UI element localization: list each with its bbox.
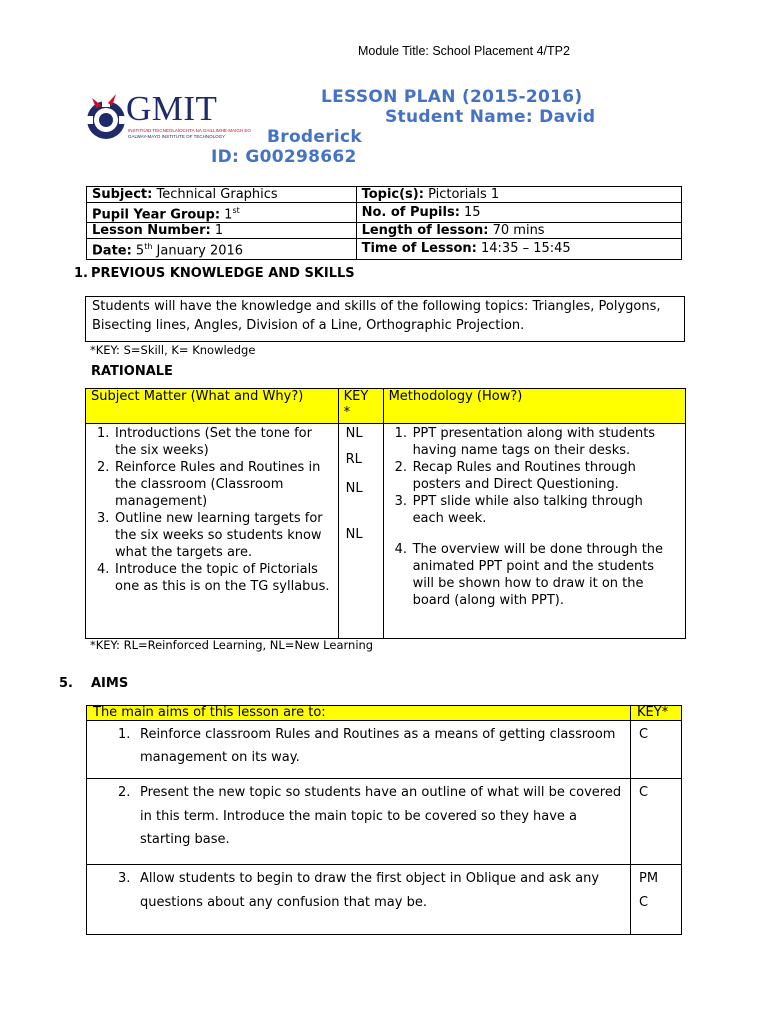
year-group-cell: Pupil Year Group: 1st [87, 203, 357, 223]
aims-header-text: The main aims of this lesson are to: [87, 706, 631, 721]
gmit-logo [82, 90, 257, 146]
aims-row [87, 865, 682, 935]
lesson-plan-title: LESSON PLAN (2015-2016) [321, 87, 583, 107]
key-value: RL [345, 452, 362, 467]
aim-cell: 2. Present the new topic so students have an outline of what will be covered in this term. Introduce the main topic to be covered so they have a starting base. [87, 779, 631, 865]
key-value: NL [345, 527, 363, 542]
aim-key-cell: C [631, 721, 682, 779]
info-row [87, 203, 682, 223]
subject-matter-header: Subject Matter (What and Why?) [86, 389, 339, 424]
methodology-header: Methodology (How?) [383, 389, 685, 424]
key-note-skills: *KEY: S=Skill, K= Knowledge [90, 343, 256, 357]
logo-english-text: GALWAY-MAYO INSTITUTE OF TECHNOLOGY [128, 134, 226, 139]
key-value: NL [345, 481, 363, 496]
key-header: KEY * [338, 389, 383, 424]
list-item: 1. PPT presentation along with students having name tags on their desks. [394, 426, 656, 458]
previous-knowledge-box [85, 296, 685, 342]
aims-header-key: KEY* [631, 706, 682, 721]
aims-row [87, 721, 682, 779]
logo-irish-text: INSTITIÚID TEICNEOLAÍOCHTA NA GAILLIMHE-MAIGH EO [128, 128, 251, 133]
lesson-info-table [86, 186, 682, 260]
rationale-heading: RATIONALE [91, 364, 173, 379]
time-cell: Time of Lesson: 14:35 – 15:45 [356, 239, 681, 259]
subject-cell: Subject: Technical Graphics [87, 187, 357, 203]
student-id: ID: G00298662 [211, 147, 357, 167]
student-name: Student Name: David [385, 107, 596, 127]
list-item: 4. The overview will be done through the animated PPT point and the students will be shown how to draw it on the board (along with PPT). [394, 542, 664, 608]
info-row [87, 187, 682, 203]
lesson-number-cell: Lesson Number: 1 [87, 223, 357, 239]
logo-wordmark: GMIT [126, 89, 218, 128]
aim-key-cell: C [631, 779, 682, 865]
list-item: 4. Introduce the topic of Pictorials one as this is on the TG syllabus. [97, 562, 330, 594]
aim-cell: 1. Reinforce classroom Rules and Routines as a means of getting classroom management on its way. [87, 721, 631, 779]
aim-key-cell: PM C [631, 865, 682, 935]
key-note-learning: *KEY: RL=Reinforced Learning, NL=New Learning [90, 638, 374, 652]
section-previous-knowledge-heading: 1. PREVIOUS KNOWLEDGE AND SKILLS [74, 266, 355, 281]
pupils-cell: No. of Pupils: 15 [356, 203, 681, 223]
aims-header-row [87, 706, 682, 721]
list-item: 2. Reinforce Rules and Routines in the classroom (Classroom management) [97, 460, 321, 509]
rationale-table [85, 388, 686, 639]
key-value: NL [345, 426, 363, 441]
list-item: 2. Recap Rules and Routines through posters and Direct Questioning. [394, 460, 636, 492]
aim-cell: 3. Allow students to begin to draw the first object in Oblique and ask any questions about any confusion that may be. [87, 865, 631, 935]
date-cell: Date: 5th January 2016 [87, 239, 357, 259]
list-item: 3. PPT slide while also talking through each week. [394, 494, 643, 526]
key-cell [338, 424, 383, 639]
rationale-header-row [86, 389, 686, 424]
lesson-length-cell: Length of lesson: 70 mins [356, 223, 681, 239]
aims-table [86, 705, 682, 935]
subject-matter-cell [86, 424, 339, 639]
section-aims-heading: 5. AIMS [59, 676, 129, 691]
aims-row [87, 779, 682, 865]
module-title: Module Title: School Placement 4/TP2 [358, 44, 570, 58]
topic-cell: Topic(s): Pictorials 1 [356, 187, 681, 203]
previous-knowledge-text: Students will have the knowledge and skills of the following topics: Triangles, Polygons, Bisecting lines, Angles, Division of a Line, Orthographic Projection. [92, 299, 661, 333]
info-row [87, 223, 682, 239]
rationale-body-row [86, 424, 686, 639]
list-item: 1. Introductions (Set the tone for the six weeks) [97, 426, 312, 458]
list-item: 3. Outline new learning targets for the six weeks so students know what the targets are. [97, 511, 323, 560]
student-surname: Broderick [267, 127, 363, 147]
info-row [87, 239, 682, 259]
methodology-cell [383, 424, 685, 639]
